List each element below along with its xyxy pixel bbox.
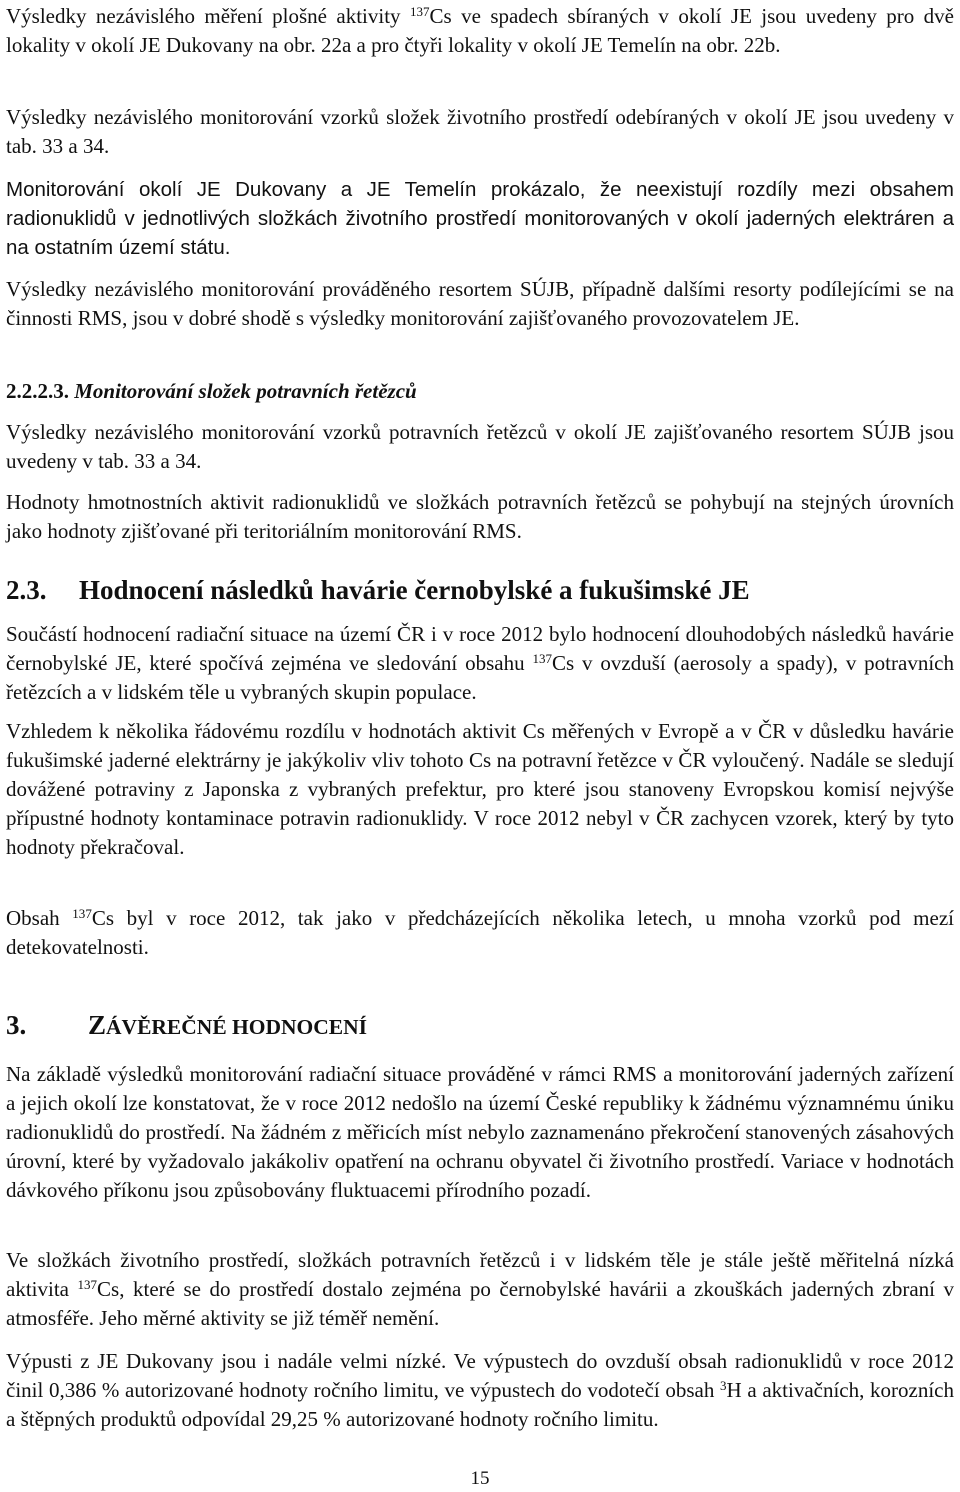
paragraph-chernobyl-assessment: Součástí hodnocení radiační situace na území ČR i v roce 2012 bylo hodnocení dlouhodobých následků havárie černobylské JE, které spočívá zejména ve sledování obsahu $^{137}$Cs v ovzduší (aerosoly a spady), v potravních řetězcích a v lidském těle u vybraných skupin populace. (6, 622, 954, 704)
paragraph-food-chain-levels: Hodnoty hmotnostních aktivit radionuklidů ve složkách potravních řetězců se pohybují na stejných úrovních jako hodnoty zjišťované při teritoriálním monitorování RMS. (6, 490, 954, 543)
section-title: Hodnocení následků havárie černobylské a fukušimské JE (79, 575, 750, 605)
section-heading-3 (6, 1008, 367, 1044)
section-title: Monitorování složek potravních řetězců (74, 379, 417, 403)
paragraph-cs137-activity: Ve složkách životního prostředí, složkách potravních řetězců i v lidském těle je stále ještě měřitelná nízká aktivita $^{137}$Cs, které se do prostředí dostalo zejména po černobylské havárii a zkouškách jaderných zbraní v atmosféře. Jeho měrné aktivity se již téměř nemění. (6, 1248, 955, 1330)
section-heading-2-2-2-3 (6, 377, 954, 406)
paragraph-cs-content: Obsah $^{137}$Cs byl v roce 2012, tak jako v předcházejících několika letech, u mnoha vzorků pod mezí detekovatelnosti. (6, 905, 954, 959)
paragraph-food-chain-results: Výsledky nezávislého monitorování vzorků potravních řetězců v okolí JE zajišťovaného resortem SÚJB jsou uvedeny v tab. 33 a 34. (6, 420, 954, 473)
section-heading-2-3 (6, 573, 750, 607)
section-number: 2.2.2.3. (6, 379, 69, 403)
paragraph-deposition-results: Výsledky nezávislého měření plošné aktivity $^{137}$Cs ve spadech sbíraných v okolí JE jsou uvedeny pro dvě lokality v okolí JE Dukovany na obr. 22a a pro čtyři lokality v okolí JE Temelín na obr. 22b. (6, 3, 954, 57)
paragraph-dukovany-discharges: Výpusti z JE Dukovany jsou i nadále velmi nízké. Ve výpustech do ovzduší obsah radionuklidů v roce 2012 činil 0,386 % autorizované hodnoty ročního limitu, ve výpustech do vodotečí obsah $^3$H a aktivačních, korozních a štěpných produktů odpovídal 29,25 % autorizované hodnoty ročního limitu. (6, 1349, 954, 1431)
section-number: 3. (6, 1010, 27, 1040)
section-title-rest: ÁVĚREČNÉ HODNOCENÍ (106, 1015, 368, 1039)
section-title-initial: Z (88, 1010, 107, 1040)
paragraph-fukushima-effects: Vzhledem k několika řádovému rozdílu v hodnotách aktivit Cs měřených v Evropě a v ČR v důsledku havárie fukušimské jaderné elektrárny je jakýkoliv vliv tohoto Cs na potravní řetězce v ČR vyloučený. Nadále se sledují dovážené potraviny z Japonska z vybraných prefektur, pro které jsou stanoveny Evropskou komisí nejvýše přípustné hodnoty kontaminace potravin radionuklidy. V roce 2012 nebyl v ČR zachycen vzorek, který by tyto hodnoty překračoval. (6, 719, 954, 859)
paragraph-conclusion-summary: Na základě výsledků monitorování radiační situace prováděné v rámci RMS a monitorování jaderných zařízení a jejich okolí lze konstatovat, že v roce 2012 nedošlo na území České republiky k žádnému významnému úniku radionuklidů do prostředí. Na žádném z měřicích míst nebylo zaznamenáno překročení stanovených zásahových úrovní, které by vyžadovalo jakákoliv opatření na ochranu obyvatel či životního prostředí. Variace v hodnotách dávkového příkonu jsou způsobovány fluktuacemi přírodního pozadí. (6, 1062, 954, 1202)
page-number: 15 (470, 1468, 490, 1489)
paragraph-sujb-agreement: Výsledky nezávislého monitorování prováděného resortem SÚJB, případně dalšími resorty podílejícími se na činnosti RMS, jsou v dobré shodě s výsledky monitorování zajišťovaného provozovatelem JE. (6, 277, 954, 330)
section-number: 2.3. (6, 575, 47, 605)
paragraph-monitoring-comparison: Monitorování okolí JE Dukovany a JE Temelín prokázalo, že neexistují rozdíly mezi obsahem radionuklidů v jednotlivých složkách životního prostředí monitorovaných v okolí jaderných elektráren a na ostatním území státu. (6, 178, 954, 259)
paragraph-environment-samples: Výsledky nezávislého monitorování vzorků složek životního prostředí odebíraných v okolí JE jsou uvedeny v tab. 33 a 34. (6, 105, 954, 158)
